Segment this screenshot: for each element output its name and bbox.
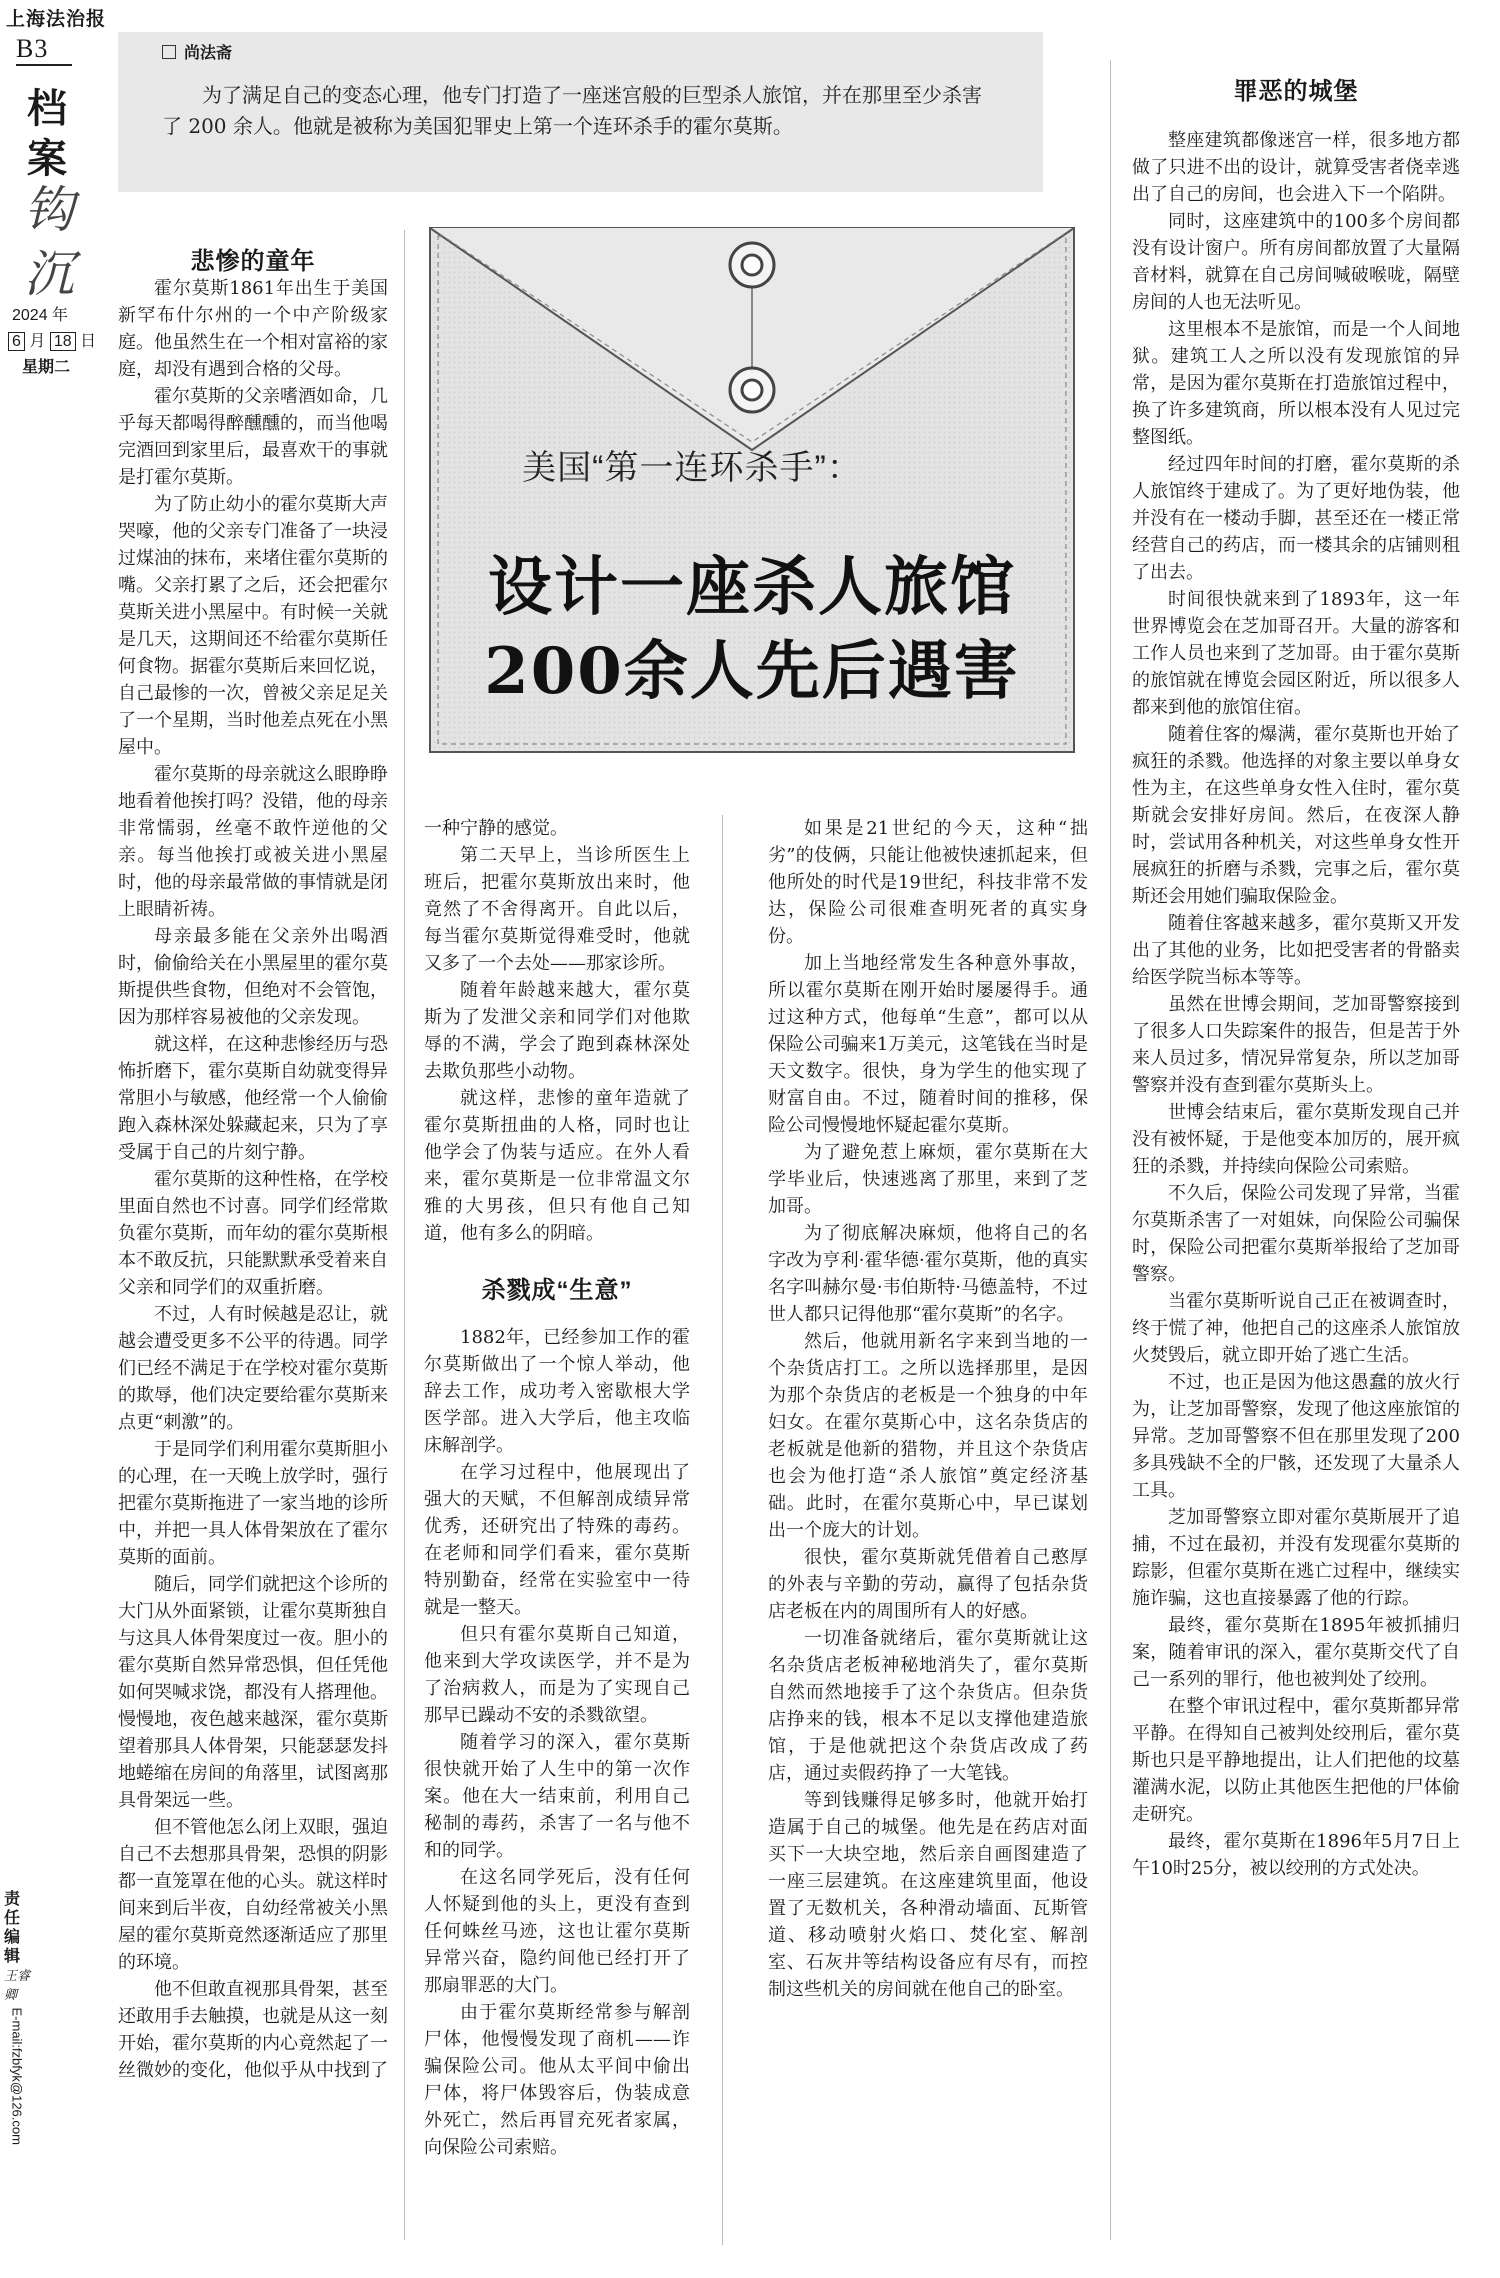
paragraph: 霍尔莫斯的这种性格，在学校里面自然也不讨喜。同学们经常欺负霍尔莫斯，而年幼的霍尔莫斯根本不敢反抗，只能默默承受着来自父亲和同学们的双重折磨。 [118, 1169, 388, 1298]
paragraph: 不过，也正是因为他这愚蠢的放火行为，让芝加哥警察，发现了他这座旅馆的异常。芝加哥警察不但在那里发现了200多具残缺不全的尸骸，还发现了大量杀人工具。 [1132, 1372, 1460, 1501]
paragraph: 一种宁静的感觉。 [424, 818, 568, 839]
column-1 [118, 248, 388, 2084]
paragraph: 芝加哥警察立即对霍尔莫斯展开了追捕，不过在最初，并没有发现霍尔莫斯的踪影，但霍尔莫斯在逃亡过程中，继续实施诈骗，这也直接暴露了他的行踪。 [1132, 1507, 1460, 1609]
paragraph: 最终，霍尔莫斯在1895年被抓捕归案，随着审讯的深入，霍尔莫斯交代了自己一系列的罪行，他也被判处了绞刑。 [1132, 1615, 1460, 1690]
paragraph: 时间很快就来到了1893年，这一年世界博览会在芝加哥召开。大量的游客和工作人员也来到了芝加哥。由于霍尔莫斯的旅馆就在博览会园区附近，所以很多人都来到他的旅馆住宿。 [1132, 589, 1460, 718]
paragraph: 第二天早上，当诊所医生上班后，把霍尔莫斯放出来时，他竟然了不舍得离开。自此以后，每当霍尔莫斯觉得难受时，他就又多了一个去处——那家诊所。 [424, 845, 690, 974]
headline-line-1: 设计一座杀人旅馆 [488, 550, 1016, 625]
section-title [22, 84, 72, 184]
column-3 [768, 815, 1088, 2003]
paragraph: 在整个审讯过程中，霍尔莫斯都异常平静。在得知自己被判处绞刑后，霍尔莫斯也只是平静地提出，让人们把他的坟墓灌满水泥，以防止其他医生把他的尸体偷走研究。 [1132, 1696, 1460, 1825]
date-month-unit: 月 [29, 333, 46, 350]
paragraph: 最终，霍尔莫斯在1896年5月7日上午10时25分，被以绞刑的方式处决。 [1132, 1831, 1460, 1879]
column-rule [1110, 60, 1111, 2240]
paragraph: 随着住客的爆满，霍尔莫斯也开始了疯狂的杀戮。他选择的对象主要以单身女性为主，在这些单身女性入住时，霍尔莫斯就会安排好房间。然后，在夜深人静时，尝试用各种机关，对这些单身女性开展疯狂的折磨与杀戮，完事之后，霍尔莫斯还会用她们骗取保险金。 [1132, 724, 1460, 907]
date-weekday: 星期二 [22, 359, 71, 376]
paragraph: 加上当地经常发生各种意外事故，所以霍尔莫斯在刚开始时屡屡得手。通过这种方式，他每单“生意”，都可以从保险公司骗来1万美元，这笔钱在当时是天文数字。很快，身为学生的他实现了财富自由。不过，随着时间的推移，保险公司慢慢地怀疑起霍尔莫斯。 [768, 953, 1088, 1136]
paragraph: 随着住客越来越多，霍尔莫斯又开发出了其他的业务，比如把受害者的骨骼卖给医学院当标本等等。 [1132, 913, 1460, 988]
section-char: 档 [27, 85, 67, 132]
lede: 为了满足自己的变态心理，他专门打造了一座迷宫般的巨型杀人旅馆，并在那里至少杀害了 200 余人。他就是被称为美国犯罪史上第一个连环杀手的霍尔莫斯。 [162, 83, 982, 138]
column-4 [1132, 78, 1460, 1882]
masthead: 上海法治报 [6, 8, 107, 30]
paragraph: 随着学习的深入，霍尔莫斯很快就开始了人生中的第一次作案。他在大一结束前，利用自己秘制的毒药，杀害了一名与他不和的同学。 [424, 1732, 690, 1861]
paragraph: 为了防止幼小的霍尔莫斯大声哭嚎，他的父亲专门准备了一块浸过煤油的抹布，来堵住霍尔莫斯的嘴。父亲打累了之后，还会把霍尔莫斯关进小黑屋中。有时候一关就是几天，这期间还不给霍尔莫斯任何食物。据霍尔莫斯后来回忆说，自己最惨的一次，曾被父亲足足关了一个星期，当时他差点死在小黑屋中。 [118, 494, 388, 758]
headline-line-2: 200余人先后遇害 [484, 634, 1020, 709]
column-2 [424, 815, 690, 2161]
paragraph: 母亲最多能在父亲外出喝酒时，偷偷给关在小黑屋里的霍尔莫斯提供些食物，但绝对不会管饱，因为那样容易被他的父亲发现。 [118, 926, 388, 1028]
paragraph: 这里根本不是旅馆，而是一个人间地狱。建筑工人之所以没有发现旅馆的异常，是因为霍尔莫斯在打造旅馆过程中，换了许多建筑商，所以根本没有人见过完整图纸。 [1132, 319, 1460, 448]
paragraph: 很快，霍尔莫斯就凭借着自己憨厚的外表与辛勤的劳动，赢得了包括杂货店老板在内的周围所有人的好感。 [768, 1547, 1088, 1622]
paragraph: 于是同学们利用霍尔莫斯胆小的心理，在一天晚上放学时，强行把霍尔莫斯拖进了一家当地的诊所中，并把一具人体骨架放在了霍尔莫斯的面前。 [118, 1439, 388, 1568]
paragraph: 为了避免惹上麻烦，霍尔莫斯在大学毕业后，快速逃离了那里，来到了芝加哥。 [768, 1142, 1088, 1217]
paragraph: 经过四年时间的打磨，霍尔莫斯的杀人旅馆终于建成了。为了更好地伪装，他并没有在一楼动手脚，甚至还在一楼正常经营自己的药店，而一楼其余的店铺则租了出去。 [1132, 454, 1460, 583]
paragraph: 就这样，在这种悲惨经历与恐怖折磨下，霍尔莫斯自幼就变得异常胆小与敏感，他经常一个人偷偷跑入森林深处躲藏起来，只为了享受属于自己的片刻宁静。 [118, 1034, 388, 1163]
paragraph: 霍尔莫斯的母亲就这么眼睁睁地看着他挨打吗？没错，他的母亲非常懦弱，丝毫不敢忤逆他的父亲。每当他挨打或被关进小黑屋时，他的母亲最常做的事情就是闭上眼睛祈祷。 [118, 764, 388, 920]
column-rule [722, 815, 723, 2245]
subheading-castle: 罪恶的城堡 [1233, 78, 1359, 105]
editor-credit [4, 1890, 30, 2004]
paragraph: 当霍尔莫斯听说自己正在被调查时，终于慌了神，他把自己的这座杀人旅馆放火焚毁后，就立即开始了逃亡生活。 [1132, 1291, 1460, 1366]
date-month: 6 [8, 332, 25, 351]
subheading-business: 杀戮成“生意” [481, 1277, 633, 1304]
paragraph: 但只有霍尔莫斯自己知道，他来到大学攻读医学，并不是为了治病救人，而是为了实现自己那早已躁动不安的杀戮欲望。 [424, 1624, 690, 1726]
byline [162, 40, 232, 63]
paragraph: 由于霍尔莫斯经常参与解剖尸体，他慢慢发现了商机——诈骗保险公司。他从太平间中偷出尸体，将尸体毁容后，伪装成意外死亡，然后再冒充死者家属，向保险公司索赔。 [424, 2002, 690, 2158]
left-rail [0, 0, 107, 2253]
column-2-body-a [424, 815, 690, 1247]
paragraph: 虽然在世博会期间，芝加哥警察接到了很多人口失踪案件的报告，但是苦于外来人员过多，情况异常复杂，所以芝加哥警察并没有查到霍尔莫斯头上。 [1132, 994, 1460, 1096]
editor-name: 王睿卿 [4, 1968, 31, 2002]
paragraph: 世博会结束后，霍尔莫斯发现自己并没有被怀疑，于是他变本加厉的，展开疯狂的杀戮，并持续向保险公司索赔。 [1132, 1102, 1460, 1177]
brush-char: 沉 [24, 245, 72, 303]
paragraph: 然后，他就用新名字来到当地的一个杂货店打工。之所以选择那里，是因为那个杂货店的老板是一个独身的中年妇女。在霍尔莫斯心中，这名杂货店的老板就是他新的猎物，并且这个杂货店也会为他打造“杀人旅馆”奠定经济基础。此时，在霍尔莫斯心中，早已谋划出一个庞大的计划。 [768, 1331, 1088, 1541]
paragraph: 一切准备就绪后，霍尔莫斯就让这名杂货店老板神秘地消失了，霍尔莫斯自然而然地接手了这个杂货店。但杂货店挣来的钱，根本不足以支撑他建造旅馆，于是他就把这个杂货店改成了药店，通过卖假药挣了一大笔钱。 [768, 1628, 1088, 1784]
paragraph: 霍尔莫斯1861年出生于美国新罕布什尔州的一个中产阶级家庭。他虽然生在一个相对富裕的家庭，却没有遇到合格的父母。 [118, 278, 388, 380]
date-day-unit: 日 [80, 333, 97, 350]
headline-kicker: 美国“第一连环杀手”： [522, 449, 862, 487]
section-brush-title [18, 178, 78, 306]
paragraph: 等到钱赚得足够多时，他就开始打造属于自己的城堡。他先是在药店对面买下一大块空地，然后亲自画图建造了一座三层建筑。在这座建筑里面，他设置了无数机关，各种滑动墙面、瓦斯管道、移动喷射火焰口、焚化室、解剖室、石灰井等结构设备应有尽有，而控制这些机关的房间就在他自己的卧室。 [768, 1790, 1088, 2000]
column-1-body [118, 275, 388, 2084]
paragraph: 在这名同学死后，没有任何人怀疑到他的头上，更没有查到任何蛛丝马迹，这也让霍尔莫斯异常兴奋，隐约间他已经打开了那扇罪恶的大门。 [424, 1867, 690, 1996]
date-year: 2024 年 [12, 307, 69, 324]
page-number: B3 [16, 34, 72, 66]
date-day-number: 18 [50, 332, 76, 351]
section-char: 案 [27, 135, 67, 182]
column-2-body-b [424, 1324, 690, 2161]
paragraph: 不久后，保险公司发现了异常，当霍尔莫斯杀害了一对姐妹，向保险公司骗保时，保险公司把霍尔莫斯举报给了芝加哥警察。 [1132, 1183, 1460, 1285]
paragraph: 但不管他怎么闭上双眼，强迫自己不去想那具骨架，恐惧的阴影都一直笼罩在他的心头。就这样时间来到后半夜，自幼经常被关小黑屋的霍尔莫斯竟然逐渐适应了那里的环境。 [118, 1817, 388, 1973]
editor-label: 责任编辑 [4, 1891, 21, 1965]
paragraph: 为了彻底解决麻烦，他将自己的名字改为亨利·霍华德·霍尔莫斯，他的真实名字叫赫尔曼·韦伯斯特·马德盖特，不过世人都只记得他那“霍尔莫斯”的名字。 [768, 1223, 1088, 1325]
paragraph: 他不但敢直视那具骨架，甚至还敢用手去触摸，也就是从这一刻开始，霍尔莫斯的内心竟然起了一丝微妙的变化，他似乎从中找到了 [118, 1979, 388, 2081]
paragraph: 同时，这座建筑中的100多个房间都没有设计窗户。所有房间都放置了大量隔音材料，就算在自己房间喊破喉咙，隔壁房间的人也无法听见。 [1132, 211, 1460, 313]
column-rule [404, 230, 405, 2240]
subheading-childhood: 悲惨的童年 [190, 248, 316, 275]
square-icon [162, 45, 176, 59]
paragraph: 如果是21世纪的今天，这种“拙劣”的伎俩，只能让他被快速抓起来，但他所处的时代是19世纪，科技非常不发达，保险公司很难查明死者的真实身份。 [768, 818, 1088, 947]
byline-author: 尚法斋 [184, 45, 233, 62]
paragraph: 就这样，悲惨的童年造就了霍尔莫斯扭曲的人格，同时也让他学会了伪装与适应。在外人看来，霍尔莫斯是一位非常温文尔雅的大男孩，但只有他自己知道，他有多么的阴暗。 [424, 1088, 690, 1244]
paragraph: 在学习过程中，他展现出了强大的天赋，不但解剖成绩异常优秀，还研究出了特殊的毒药。在老师和同学们看来，霍尔莫斯特别勤奋，经常在实验室中一待就是一整天。 [424, 1462, 690, 1618]
editor-email: E-mail:fzbfyk@126.com [9, 2007, 25, 2145]
column-3-body [768, 815, 1088, 2003]
paragraph: 霍尔莫斯的父亲嗜酒如命，几乎每天都喝得醉醺醺的，而当他喝完酒回到家里后，最喜欢干的事就是打霍尔莫斯。 [118, 386, 388, 488]
paragraph: 不过，人有时候越是忍让，就越会遭受更多不公平的待遇。同学们已经不满足于在学校对霍尔莫斯的欺辱，他们决定要给霍尔莫斯来点更“刺激”的。 [118, 1304, 388, 1433]
column-4-body [1132, 127, 1460, 1882]
paragraph: 整座建筑都像迷宫一样，很多地方都做了只进不出的设计，就算受害者侥幸逃出了自己的房间，也会进入下一个陷阱。 [1132, 130, 1460, 205]
date-day [8, 328, 96, 351]
paragraph: 1882年，已经参加工作的霍尔莫斯做出了一个惊人举动，他辞去工作，成功考入密歇根大学医学部。进入大学后，他主攻临床解剖学。 [424, 1327, 690, 1456]
brush-char: 钩 [24, 181, 72, 239]
paragraph: 随着年龄越来越大，霍尔莫斯为了发泄父亲和同学们对他欺辱的不满，学会了跑到森林深处去欺负那些小动物。 [424, 980, 690, 1082]
paragraph: 随后，同学们就把这个诊所的大门从外面紧锁，让霍尔莫斯独自与这具人体骨架度过一夜。胆小的霍尔莫斯自然异常恐惧，但任凭他如何哭喊求饶，都没有人搭理他。慢慢地，夜色越来越深，霍尔莫斯望着那具人体骨架，只能瑟瑟发抖地蜷缩在房间的角落里，试图离那具骨架远一些。 [118, 1574, 388, 1811]
